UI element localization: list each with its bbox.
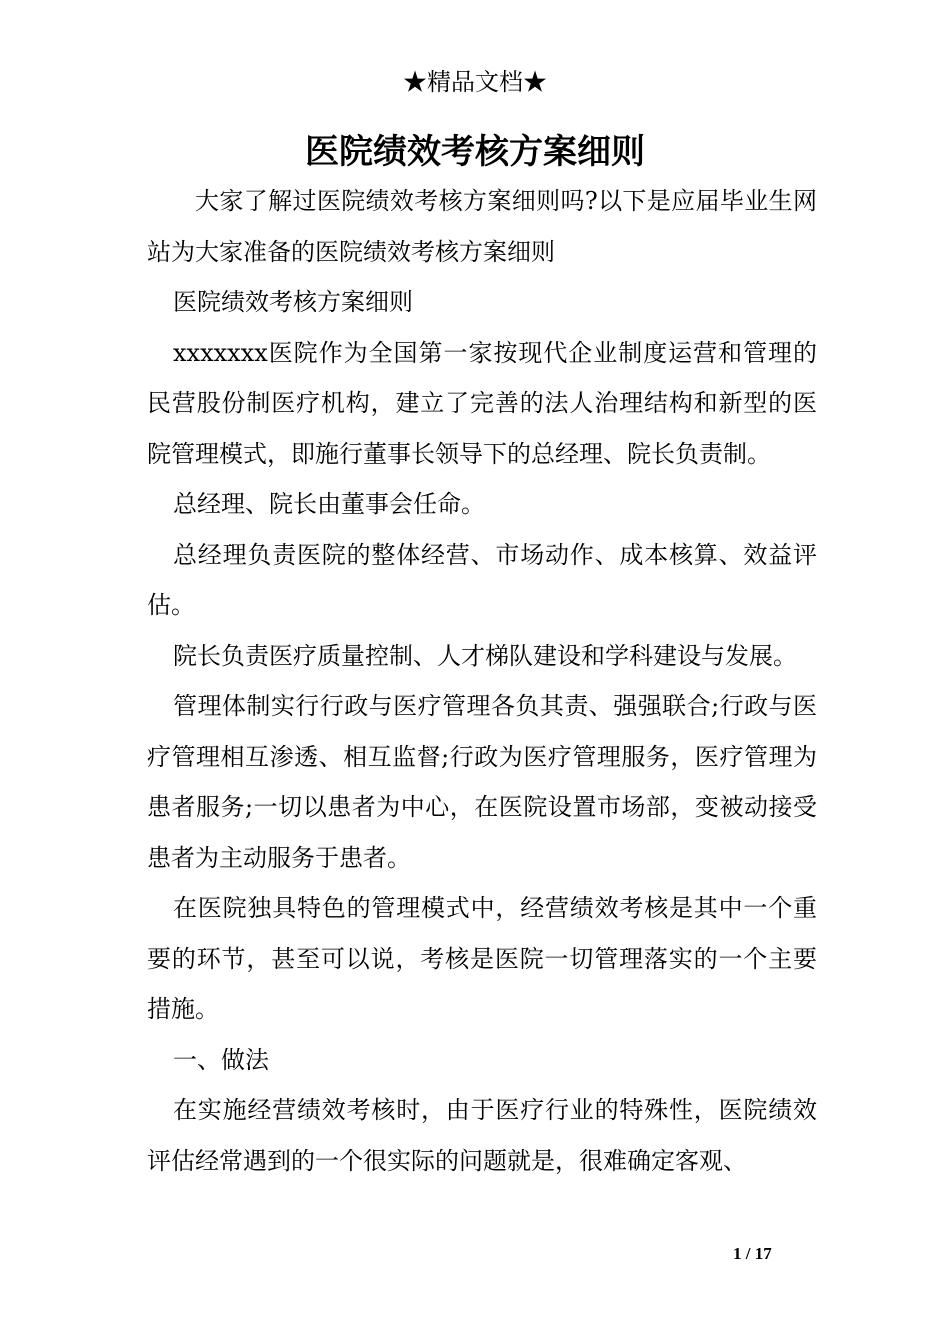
paragraph-subtitle: 医院绩效考核方案细则 xyxy=(173,288,413,316)
paragraph: 总经理负责医院的整体经营、市场动作、成本核算、效益评估。 xyxy=(147,540,817,619)
paragraph: 管理体制实行行政与医疗管理各负其责、强强联合;行政与医疗管理相互渗透、相互监督;行政为医疗管理服务，医疗管理为患者服务;一切以患者为中心，在医院设置市场部，变被动接受患者为主动服务于患者。 xyxy=(147,692,817,872)
paragraph: 在实施经营绩效考核时，由于医疗行业的特殊性，医院绩效评估经常遇到的一个很实际的问题就是，很难确定客观、 xyxy=(147,1096,817,1175)
document-body xyxy=(147,176,817,1186)
paragraph: 院长负责医疗质量控制、人才梯队建设和学科建设与发展。 xyxy=(173,641,797,670)
section-heading: 一、做法 xyxy=(173,1045,269,1074)
paragraph: xxxxxxx医院作为全国第一家按现代企业制度运营和管理的民营股份制医疗机构，建立了完善的法人治理结构和新型的医院管理模式，即施行董事长领导下的总经理、院长负责制。 xyxy=(147,338,817,468)
page-header: ★精品文档★ xyxy=(403,68,547,96)
page-number: 1 / 17 xyxy=(733,1244,772,1263)
paragraph-intro: 大家了解过医院绩效考核方案细则吗?以下是应届毕业生网站为大家准备的医院绩效考核方案细则 xyxy=(147,187,817,266)
paragraph: 在医院独具特色的管理模式中，经营绩效考核是其中一个重要的环节，甚至可以说，考核是医院一切管理落实的一个主要措施。 xyxy=(147,894,817,1023)
paragraph: 总经理、院长由董事会任命。 xyxy=(173,490,485,518)
document-title: 医院绩效考核方案细则 xyxy=(305,132,645,172)
